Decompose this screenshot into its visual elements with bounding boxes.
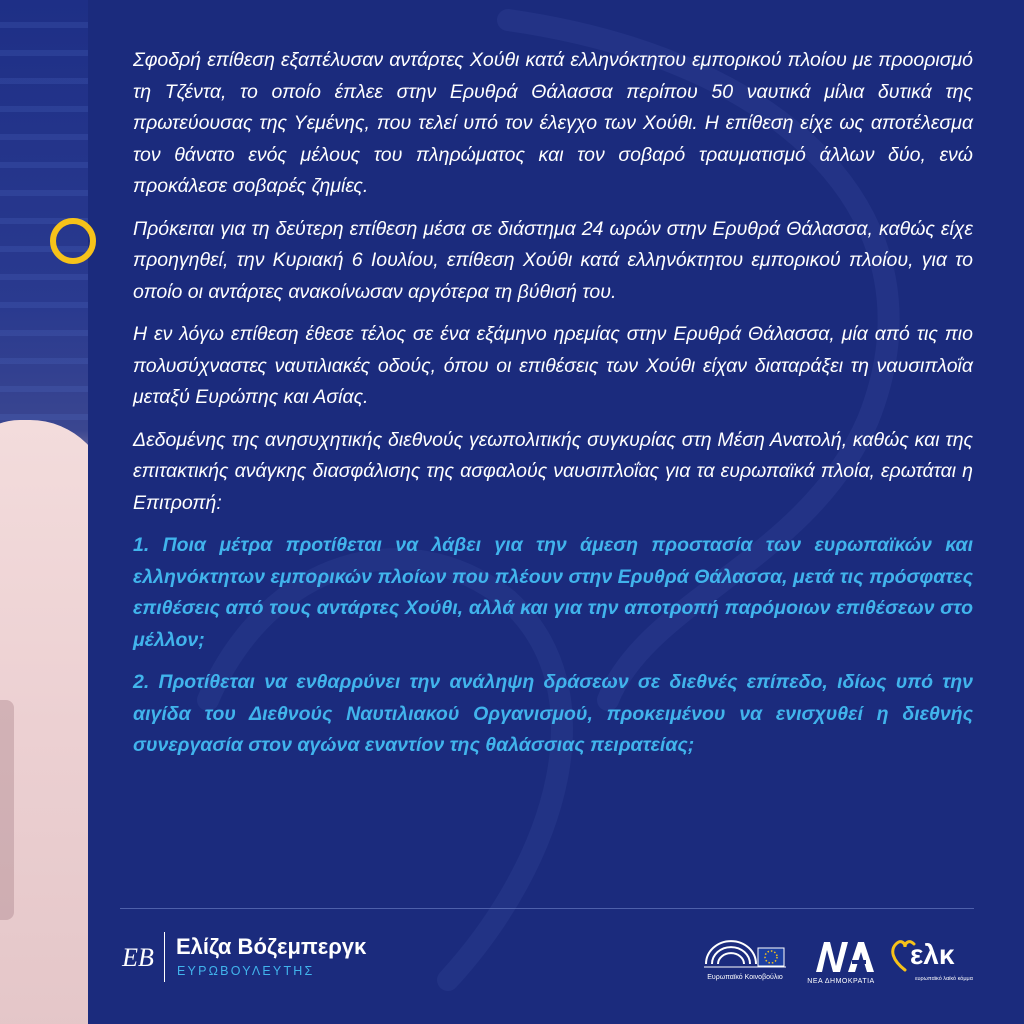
nd-caption: ΝΕΑ ΔΗΜΟΚΡΑΤΙΑ — [807, 978, 875, 985]
elk-caption: ευρωπαϊκό λαϊκό κόμμα — [915, 976, 973, 982]
epp-elk-logo — [888, 936, 980, 988]
question-2: 2. Προτίθεται να ενθαρρύνει την ανάληψη δράσεων σε διεθνές επίπεδο, ιδίως υπό την αιγίδα του Διεθνούς Ναυτιλιακού Οργανισμού, προκειμένου να ενισχυθεί η διεθνής συνεργασία στον αγώνα εναντίον της θαλάσσιας πειρατείας; — [133, 671, 973, 756]
paragraph-3: Η εν λόγω επίθεση έθεσε τέλος σε ένα εξάμηνο ηρεμίας στην Ερυθρά Θάλασσα, μία από τις πιο πολυσύχναστες ναυτιλιακές οδούς, όπου οι επιθέσεις των Χούθι είχαν διαταράξει τη ναυσιπλοΐα μεταξύ Ευρώπης και Ασίας. — [133, 323, 973, 408]
european-parliament-logo — [700, 934, 790, 986]
nea-dimokratia-logo — [802, 936, 880, 988]
monogram-logo: EB — [122, 943, 154, 972]
portrait-photo — [0, 0, 88, 1024]
author-role: ΕΥΡΩΒΟΥΛΕΥΤΗΣ — [177, 964, 315, 978]
ep-caption: Ευρωπαϊκό Κοινοβούλιο — [707, 974, 783, 981]
paragraph-1: Σφοδρή επίθεση εξαπέλυσαν αντάρτες Χούθι κατά ελληνόκτητου εμπορικού πλοίου με προορισμό τη Τζέντα, το οποίο έπλεε στην Ερυθρά Θάλασσα περίπου 50 ναυτικά μίλια δυτικά της πρωτεύουσας της Υεμένης, που τελεί υπό τον έλεγχο των Χούθι. Η επίθεση είχε ως αποτέλεσμα τον θάνατο ενός μέλους του πληρώματος και τον σοβαρό τραυματισμό άλλων δύο, ενώ προκάλεσε σοβαρές ζημίες. — [133, 49, 973, 197]
paragraph-2: Πρόκειται για τη δεύτερη επίθεση μέσα σε διάστημα 24 ωρών στην Ερυθρά Θάλασσα, καθώς είχε προηγηθεί, την Κυριακή 6 Ιουλίου, επίθεση Χούθι κατά ελληνόκτητου εμπορικού πλοίου, για το οποίο οι αντάρτες ανακοίνωσαν αργότερα τη βύθισή του. — [133, 217, 973, 303]
article-text — [133, 45, 973, 773]
elk-wordmark: ελκ — [910, 939, 955, 970]
decorative-ring — [50, 218, 96, 264]
paragraph-4: Δεδομένης της ανησυχητικής διεθνούς γεωπολιτικής συγκυρίας στη Μέση Ανατολή, καθώς και της επιτακτικής ανάγκης διασφάλισης της ασφαλούς ναυσιπλοΐας για τα ευρωπαϊκά πλοία, ερωτάται η Επιτροπή: — [133, 428, 973, 514]
footer-divider — [120, 908, 974, 909]
signature-separator — [164, 932, 165, 982]
author-name: Ελίζα Βόζεμπεργκ — [176, 934, 367, 959]
question-1: 1. Ποια μέτρα προτίθεται να λάβει για την άμεση προστασία των ευρωπαϊκών και ελληνόκτητων εμπορικών πλοίων που πλέουν στην Ερυθρά Θάλασσα, μετά τις πρόσφατες επιθέσεις από τους αντάρτες Χούθι, αλλά και για την αποτροπή παρόμοιων επιθέσεων στο μέλλον; — [133, 534, 973, 651]
